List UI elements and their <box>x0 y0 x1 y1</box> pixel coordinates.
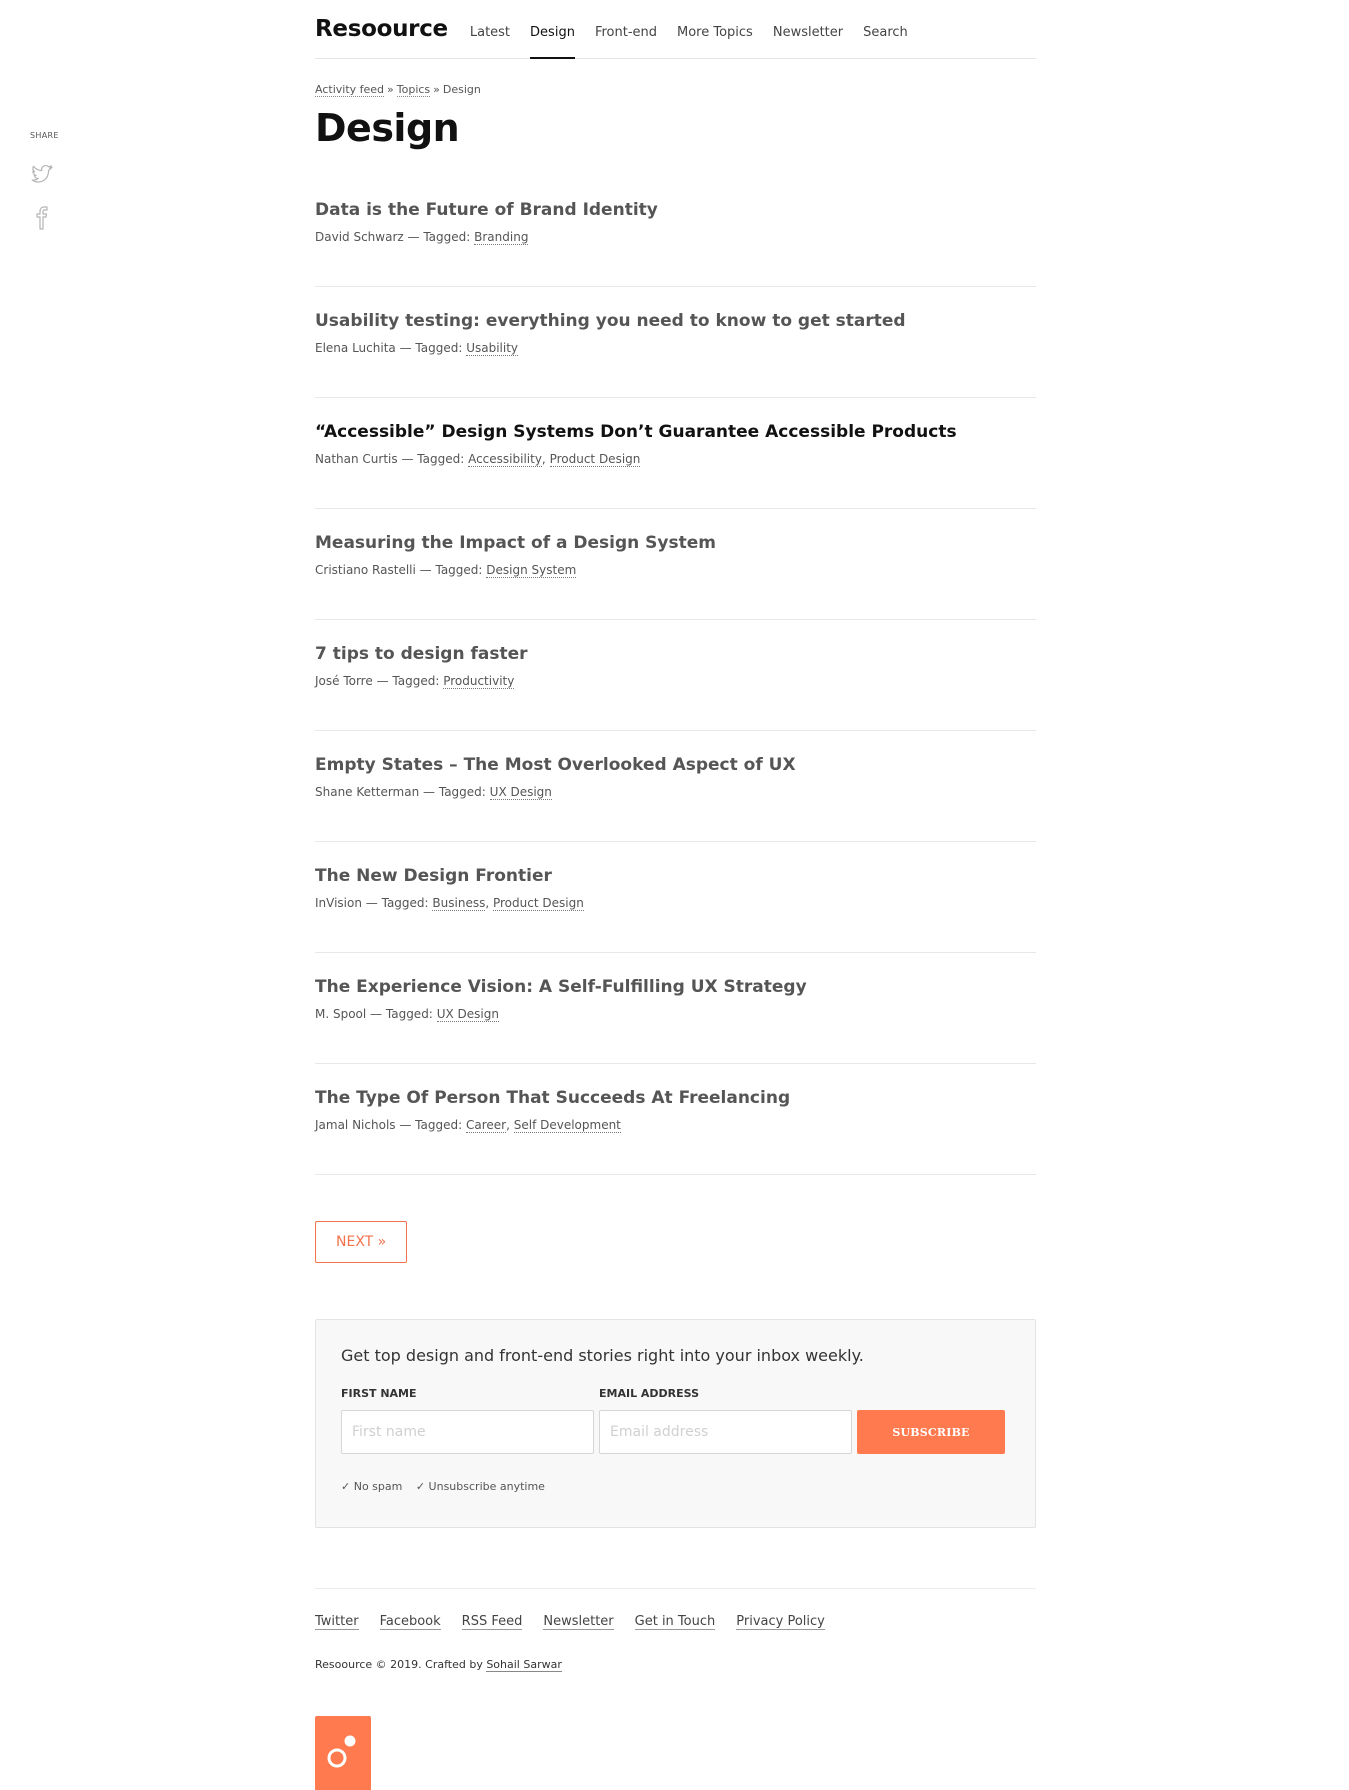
article-author: David Schwarz <box>315 230 404 244</box>
tag-link[interactable]: UX Design <box>489 785 552 799</box>
article-author: Shane Ketterman <box>315 785 420 799</box>
footer-link-contact[interactable]: Get in Touch <box>634 1614 716 1629</box>
article-meta: José Torre — Tagged: Productivity <box>315 674 515 688</box>
footer-links <box>315 1614 1036 1630</box>
site-header <box>315 0 1036 59</box>
tagged-label: Tagged: <box>417 452 465 466</box>
newsletter-text: Get top design and front-end stories right into your inbox weekly. <box>341 1346 864 1365</box>
footer-link-rss[interactable]: RSS Feed <box>461 1614 523 1629</box>
article-meta: David Schwarz — Tagged: Branding <box>315 230 529 244</box>
logo-badge-icon[interactable] <box>315 1716 371 1790</box>
nav-more-topics[interactable]: More Topics <box>677 24 753 40</box>
share-label: SHARE <box>30 131 59 140</box>
tagged-label: Tagged: <box>392 674 440 688</box>
breadcrumb-topics[interactable]: Topics <box>396 83 431 96</box>
article-meta: Elena Luchita — Tagged: Usability <box>315 341 519 355</box>
article-title[interactable]: Empty States – The Most Overlooked Aspect of UX <box>315 755 796 775</box>
main-column <box>315 0 1036 1671</box>
copyright <box>315 1658 1036 1671</box>
tagged-label: Tagged: <box>385 1007 433 1021</box>
nav-latest[interactable]: Latest <box>469 24 511 40</box>
breadcrumb-separator: » <box>387 83 394 96</box>
tag-link[interactable]: Career <box>465 1118 507 1132</box>
newsletter-form <box>341 1387 1010 1454</box>
breadcrumb-separator: » <box>433 83 440 96</box>
nav-search[interactable]: Search <box>863 24 908 40</box>
site-logo[interactable]: Resoource <box>315 16 448 42</box>
breadcrumb-activity-feed[interactable]: Activity feed <box>315 83 385 96</box>
tag-link[interactable]: Self Development <box>513 1118 621 1132</box>
article-meta: Shane Ketterman — Tagged: UX Design <box>315 785 552 799</box>
tag-link[interactable]: Product Design <box>549 452 641 466</box>
first-name-group <box>341 1387 594 1454</box>
article-title[interactable]: The Experience Vision: A Self-Fulfilling UX Strategy <box>315 977 807 997</box>
email-input[interactable] <box>599 1410 852 1454</box>
email-label: EMAIL ADDRESS <box>599 1387 700 1400</box>
unsubscribe-note: ✓ Unsubscribe anytime <box>415 1480 545 1493</box>
article-author: M. Spool <box>315 1007 367 1021</box>
list-item <box>315 509 1036 620</box>
article-author: Cristiano Rastelli <box>315 563 416 577</box>
twitter-icon[interactable] <box>30 162 54 186</box>
author-link[interactable]: Sohail Sarwar <box>486 1658 562 1671</box>
tag-link[interactable]: Productivity <box>443 674 515 688</box>
facebook-icon[interactable] <box>30 206 54 230</box>
article-title[interactable]: The Type Of Person That Succeeds At Freelancing <box>315 1088 791 1108</box>
newsletter-box <box>315 1319 1036 1528</box>
pagination <box>315 1221 1036 1263</box>
article-meta: Nathan Curtis — Tagged: Accessibility, Product Design <box>315 452 641 466</box>
article-meta: M. Spool — Tagged: UX Design <box>315 1007 499 1021</box>
article-author: Elena Luchita <box>315 341 396 355</box>
article-title[interactable]: Measuring the Impact of a Design System <box>315 533 716 553</box>
tag-link[interactable]: Accessibility <box>468 452 542 466</box>
nav-newsletter[interactable]: Newsletter <box>772 24 844 40</box>
email-group <box>599 1387 852 1454</box>
article-title[interactable]: Usability testing: everything you need to know to get started <box>315 311 906 331</box>
tagged-label: Tagged: <box>381 896 429 910</box>
article-author: Nathan Curtis <box>315 452 398 466</box>
list-item <box>315 620 1036 731</box>
subscribe-button[interactable]: SUBSCRIBE <box>857 1410 1005 1454</box>
list-item <box>315 398 1036 509</box>
article-author: InVision <box>315 896 362 910</box>
nav-design[interactable]: Design <box>530 0 575 58</box>
tag-link[interactable]: Branding <box>474 230 529 244</box>
article-title[interactable]: “Accessible” Design Systems Don’t Guarantee Accessible Products <box>315 422 957 442</box>
article-meta: Cristiano Rastelli — Tagged: Design System <box>315 563 577 577</box>
no-spam-note: ✓ No spam <box>341 1480 403 1493</box>
breadcrumb <box>315 83 1036 96</box>
article-author: José Torre <box>315 674 373 688</box>
list-item <box>315 953 1036 1064</box>
page-title: Design <box>315 106 460 150</box>
list-item <box>315 731 1036 842</box>
list-item <box>315 842 1036 953</box>
copyright-text: Resoource © 2019. Crafted by <box>315 1658 487 1671</box>
article-meta: Jamal Nichols — Tagged: Career, Self Development <box>315 1118 621 1132</box>
tagged-label: Tagged: <box>415 341 463 355</box>
article-meta: InVision — Tagged: Business, Product Design <box>315 896 584 910</box>
next-page-button[interactable]: NEXT » <box>315 1221 407 1263</box>
footer-link-privacy[interactable]: Privacy Policy <box>736 1614 825 1629</box>
tag-link[interactable]: Usability <box>466 341 519 355</box>
first-name-input[interactable] <box>341 1410 594 1454</box>
list-item <box>315 287 1036 398</box>
tagged-label: Tagged: <box>435 563 483 577</box>
article-title[interactable]: Data is the Future of Brand Identity <box>315 200 658 220</box>
breadcrumb-current: Design <box>442 83 481 96</box>
article-author: Jamal Nichols <box>315 1118 396 1132</box>
tagged-label: Tagged: <box>415 1118 463 1132</box>
tagged-label: Tagged: <box>438 785 486 799</box>
tag-link[interactable]: Design System <box>486 563 577 577</box>
share-sidebar <box>30 131 60 250</box>
article-list <box>315 176 1036 1175</box>
tag-link[interactable]: Business <box>432 896 486 910</box>
main-nav <box>470 0 928 58</box>
footer-link-facebook[interactable]: Facebook <box>379 1614 441 1629</box>
footer-link-newsletter[interactable]: Newsletter <box>543 1614 614 1629</box>
newsletter-notes <box>341 1480 1010 1493</box>
tag-link[interactable]: UX Design <box>436 1007 499 1021</box>
article-title[interactable]: 7 tips to design faster <box>315 644 528 664</box>
site-footer <box>315 1588 1036 1671</box>
list-item <box>315 176 1036 287</box>
tag-link[interactable]: Product Design <box>492 896 584 910</box>
article-title[interactable]: The New Design Frontier <box>315 866 552 886</box>
list-item <box>315 1064 1036 1175</box>
first-name-label: FIRST NAME <box>341 1387 417 1400</box>
footer-link-twitter[interactable]: Twitter <box>315 1614 359 1629</box>
nav-front-end[interactable]: Front-end <box>594 24 657 40</box>
tagged-label: Tagged: <box>423 230 471 244</box>
